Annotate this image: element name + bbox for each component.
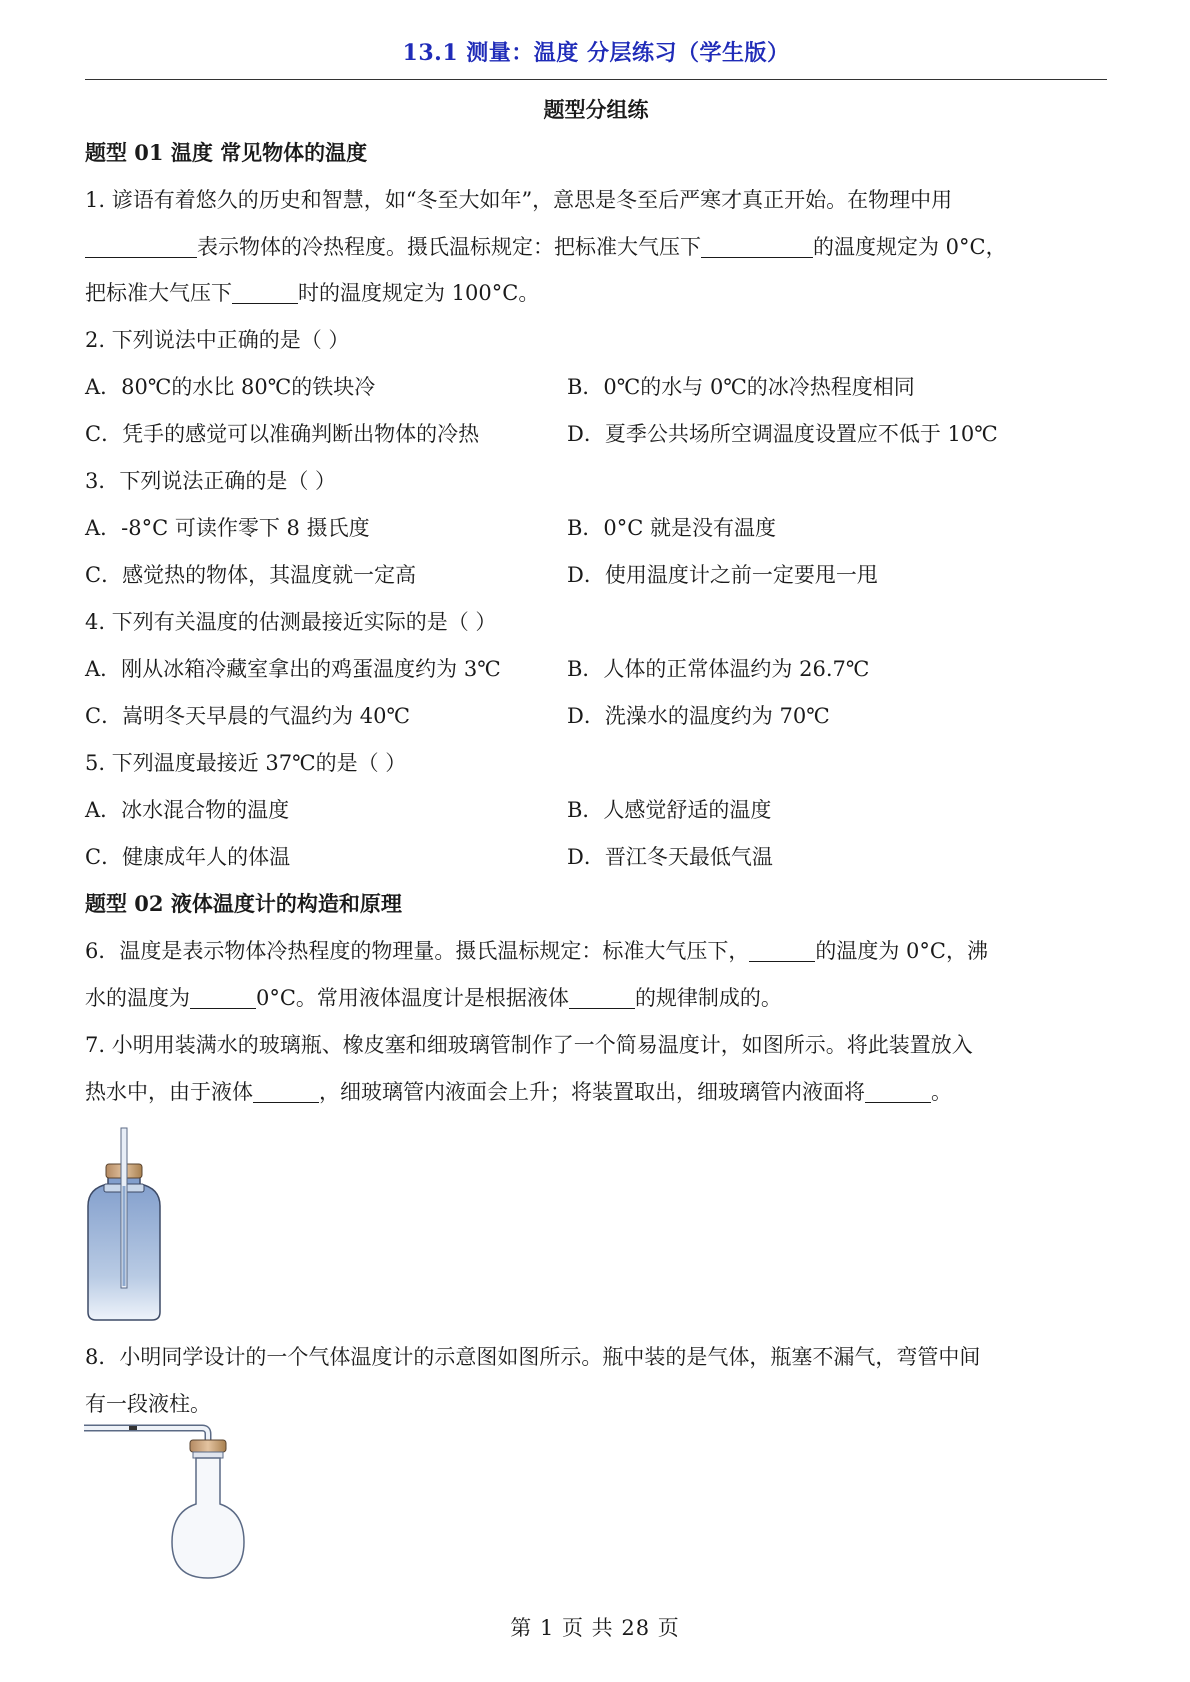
q4-option-a: A．刚从冰箱冷藏室拿出的鸡蛋温度约为 3℃ [85,657,501,681]
q3-option-b: B．0°C 就是没有温度 [567,516,777,540]
bent-tube-inner [84,1428,208,1464]
q1-text-3b: 时的温度规定为 100°C。 [298,281,540,305]
q2-option-b: B．0℃的水与 0℃的冰冷热程度相同 [567,375,915,399]
liquid-thermometer-figure [84,1126,164,1322]
q7-blank-1[interactable] [253,1080,319,1103]
section-subtitle: 题型分组练 [543,97,649,122]
section-heading-1: 题型 01 温度 常见物体的温度 [85,140,368,165]
q6-line-2 [85,983,782,1013]
q7-text-2a: 热水中，由于液体 [85,1080,253,1104]
q3-option-c: C．感觉热的物体，其温度就一定高 [85,563,417,587]
q1-blank-2[interactable] [701,235,813,258]
flask-stopper [190,1440,226,1452]
q5-option-d: D．晋江冬天最低气温 [567,845,773,869]
q5-option-b: B．人感觉舒适的温度 [567,798,772,822]
q3-stem: 3．下列说法正确的是（ ） [85,469,337,493]
q6-line-1 [85,936,988,966]
q2-stem: 2. 下列说法中正确的是（ ） [85,328,350,352]
q6-blank-2[interactable] [190,986,256,1009]
q6-text-2a: 水的温度为 [85,986,190,1010]
q8-line-1: 8．小明同学设计的一个气体温度计的示意图如图所示。瓶中装的是气体，瓶塞不漏气，弯管中间 [85,1345,981,1369]
q8-line-2: 有一段液柱。 [85,1392,211,1416]
q6-text-1b: 的温度为 0°C，沸 [815,939,988,963]
q6-text-2b: 0°C。常用液体温度计是根据液体 [256,986,569,1010]
q7-line-1: 7. 小明用装满水的玻璃瓶、橡皮塞和细玻璃管制作了一个简易温度计，如图所示。将此装置放入 [85,1033,973,1057]
q5-stem: 5. 下列温度最接近 37℃的是（ ） [85,751,407,775]
q2-option-a: A．80℃的水比 80℃的铁块冷 [85,375,376,399]
q1-line-1: 1. 谚语有着悠久的历史和智慧，如“冬至大如年”，意思是冬至后严寒才真正开始。在物理中用 [85,188,953,212]
q1-text-2a: 表示物体的冷热程度。摄氏温标规定：把标准大气压下 [197,235,701,259]
q1-text-3a: 把标准大气压下 [85,281,232,305]
q1-blank-3[interactable] [232,281,298,304]
q3-option-a: A．-8°C 可读作零下 8 摄氏度 [85,516,370,540]
q4-option-b: B．人体的正常体温约为 26.7℃ [567,657,870,681]
q1-text-2b: 的温度规定为 0°C， [813,235,1007,259]
q1-blank-1[interactable] [85,235,197,258]
flask-stopper-base [193,1452,223,1458]
q5-option-c: C．健康成年人的体温 [85,845,291,869]
q4-option-d: D．洗澡水的温度约为 70℃ [567,704,830,728]
q7-blank-2[interactable] [865,1080,931,1103]
q2-option-c: C．凭手的感觉可以准确判断出物体的冷热 [85,422,480,446]
page-title: 13.1 测量：温度 分层练习（学生版） [402,40,790,66]
q2-option-d: D．夏季公共场所空调温度设置应不低于 10℃ [567,422,998,446]
q1-line-2 [85,232,1007,262]
q6-blank-1[interactable] [749,939,815,962]
q7-line-2 [85,1077,952,1107]
q7-text-2c: 。 [931,1080,952,1104]
q3-option-d: D．使用温度计之前一定要甩一甩 [567,563,878,587]
page-footer: 第 1 页 共 28 页 [510,1616,680,1640]
bent-tube-outer [84,1428,208,1464]
gas-thermometer-figure [84,1424,254,1584]
q6-text-2c: 的规律制成的。 [634,986,782,1010]
header-divider [85,79,1107,80]
q6-text-1a: 6．温度是表示物体冷热程度的物理量。摄氏温标规定：标准大气压下， [85,939,750,963]
q1-line-3 [85,278,539,308]
q4-option-c: C．嵩明冬天早晨的气温约为 40℃ [85,704,410,728]
liquid-column [129,1426,137,1430]
q5-option-a: A．冰水混合物的温度 [85,798,290,822]
q7-text-2b: ，细玻璃管内液面会上升；将装置取出，细玻璃管内液面将 [319,1080,865,1104]
section-heading-2: 题型 02 液体温度计的构造和原理 [85,891,402,916]
tube-liquid [123,1186,126,1286]
round-flask [172,1458,244,1578]
q4-stem: 4. 下列有关温度的估测最接近实际的是（ ） [85,610,497,634]
q6-blank-3[interactable] [569,986,635,1009]
